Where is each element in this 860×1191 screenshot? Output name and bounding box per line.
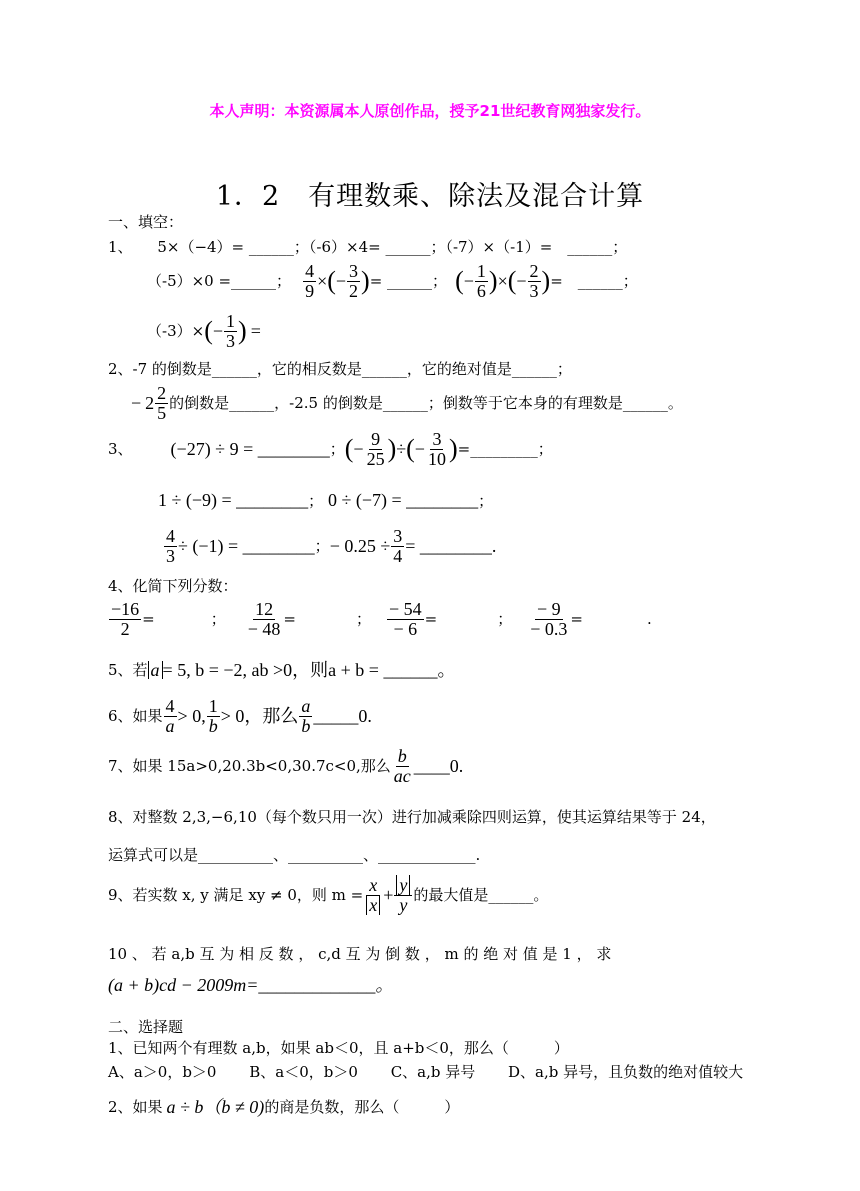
q9-line: 9、若实数 x, y 满足 xy ≠ 0，则 m = $\frac{x}{x}$ + $\frac{y}{y}$ 的最大值是______。 <box>108 875 549 915</box>
q1-d-frac: $\frac{1}{3}$ <box>226 311 236 351</box>
q2-line2: − 2 $\frac{2}{5}$ 的倒数是______，-2.5 的倒数是______；倒数等于它本身的有理数是______。 <box>131 383 683 423</box>
q3-b-tail: =_________ <box>457 439 538 458</box>
q4-frac-2: $\frac{12}{- 48}$ <box>247 599 281 639</box>
q4-frac-3: $\frac{- 54}{- 6}$ <box>389 599 422 639</box>
q2-line1: 2、-7 的倒数是______，它的相反数是______，它的绝对值是______； <box>108 360 572 378</box>
q9-frac-1: $\frac{x}{x}$ <box>364 876 382 915</box>
q6-line: 6、如果 $\frac{4}{a}$ > 0, $\frac{1}{b}$ > 0，那么 $\frac{a}{b}$ _____0. <box>108 696 372 736</box>
q6-frac-3: $\frac{a}{b}$ <box>301 696 311 736</box>
copyright-declaration: 本人声明：本资源属本人原创作品，授予21世纪教育网独家发行。 <box>209 102 651 120</box>
q5-line: 5、若 a = 5, b = −2, ab >0，则 a + b = ______。 <box>108 660 456 680</box>
q1-line3: （-3）× ( − $\frac{1}{3}$ ) = <box>147 311 261 351</box>
q2-line2-tail: 的倒数是______，-2.5 的倒数是______；倒数等于它本身的有理数是______。 <box>169 393 683 412</box>
q6-frac-2: $\frac{1}{b}$ <box>208 696 218 736</box>
q1-a: （-5）×0 =______； <box>147 271 292 290</box>
q1-c-tail: = ______； <box>550 271 638 290</box>
q7-line: 7、如果 15a>0,20.3b<0,30.7c<0,那么 $\frac{b}{ac}$ ____0. <box>108 746 464 786</box>
q1-c-frac1: $\frac{1}{6}$ <box>476 261 486 301</box>
q3-a: (−27) ÷ 9 = ________ <box>170 439 330 460</box>
q3-c: 1 ÷ (−9) = ________ <box>158 490 309 510</box>
q3-d: 0 ÷ (−7) = ________ <box>327 490 479 510</box>
q3-line3: $\frac{4}{3}$ ÷ (−1) = ________ ； − 0.25 ÷ $\frac{3}{4}$ = ________. <box>166 526 497 566</box>
q3-line1: 3、 (−27) ÷ 9 = ________ ； ( − $\frac{9}{25}$ ) ÷ ( − $\frac{3}{10}$ ) =_________ ； <box>108 429 553 469</box>
q10-line2: (a + b)cd − 2009m=_____________。 <box>108 975 394 995</box>
q3-f-frac: $\frac{3}{4}$ <box>393 526 403 566</box>
q3-b-frac2: $\frac{3}{10}$ <box>427 429 446 469</box>
q1-line1-text: 5×（−4）= ______；（-6）×4= ______；（-7）×（-1）= ______； <box>157 238 628 256</box>
c1-option-d: D、a,b 异号，且负数的绝对值较大 <box>508 1063 744 1081</box>
q10-line1: 10 、 若 a,b 互 为 相 反 数 ， c,d 互 为 倒 数 ， m 的 绝 对 值 是 1 ， 求 <box>108 945 612 963</box>
q6-frac-1: $\frac{4}{a}$ <box>165 696 175 736</box>
q4-frac-4: $\frac{- 9}{- 0.3}$ <box>530 599 568 639</box>
q4-label: 4、化简下列分数： <box>108 577 238 595</box>
c1-option-c: C、a,b 异号 <box>390 1063 476 1081</box>
q1-b-tail: = ______； <box>369 271 448 290</box>
c1-option-b: B、a＜0，b＞0 <box>249 1063 358 1081</box>
c1-options <box>108 1065 743 1080</box>
q9-frac-2: $\frac{y}{y}$ <box>394 876 412 915</box>
q1-number: 1、 <box>108 238 133 256</box>
c1-option-a: A、a＞0，b＞0 <box>108 1063 217 1081</box>
q3-e-tail: ÷ (−1) = ________ <box>178 536 315 557</box>
q3-number: 3、 <box>108 439 133 458</box>
q1-line1 <box>108 240 627 255</box>
q4-frac-1: $\frac{-16}{2}$ <box>111 599 140 639</box>
q3-f-tail: = ________. <box>405 536 497 557</box>
q3-line2: 1 ÷ (−9) = ________； 0 ÷ (−7) = ________； <box>158 490 494 510</box>
q3-b-frac1: $\frac{9}{25}$ <box>366 429 385 469</box>
q2-mixed-int: 2 <box>145 393 155 414</box>
c1-stem: 1、已知两个有理数 a,b，如果 ab＜0，且 a+b＜0，那么（ ） <box>108 1039 569 1057</box>
q2-mixed-frac: $\frac{2}{5}$ <box>157 383 167 423</box>
q8-line2: 运算式可以是__________、__________、_____________. <box>108 846 481 864</box>
q3-f-head: − 0.25 ÷ <box>329 536 391 557</box>
q7-frac: $\frac{b}{ac}$ <box>393 746 411 786</box>
q1-b-frac2: $\frac{3}{2}$ <box>349 261 359 301</box>
q1-c-frac2: $\frac{2}{3}$ <box>529 261 539 301</box>
q1-d-tail: = <box>250 321 261 342</box>
page-title: 1．2 有理数乘、除法及混合计算 <box>215 181 645 212</box>
q4-fractions: $\frac{-16}{2}$ = ； $\frac{12}{- 48}$ = ； $\frac{- 54}{- 6}$ = ； $\frac{- 9}{- 0.3}$ = . <box>111 599 652 639</box>
section-choice-heading: 二、选择题 <box>108 1018 184 1036</box>
section-fill-heading: 一、填空： <box>108 213 184 231</box>
q1-line2: （-5）×0 =______； $\frac{4}{9}$ × ( − $\frac{3}{2}$ ) = ______； ( − $\frac{1}{6}$ ) × ( − $\frac{2}{3}$ ) = ______； <box>147 261 638 301</box>
q5-abs: a <box>148 661 163 679</box>
q8-line1: 8、对整数 2,3,−6,10（每个数只用一次）进行加减乘除四则运算，使其运算结果等于 24， <box>108 808 716 826</box>
q3-e-frac: $\frac{4}{3}$ <box>166 526 175 566</box>
c2-stem: 2、如果 a ÷ b（b ≠ 0) 的商是负数，那么（ ） <box>108 1097 460 1117</box>
q1-d: （-3）× <box>147 321 205 340</box>
q1-b-frac1: $\frac{4}{9}$ <box>305 261 315 301</box>
